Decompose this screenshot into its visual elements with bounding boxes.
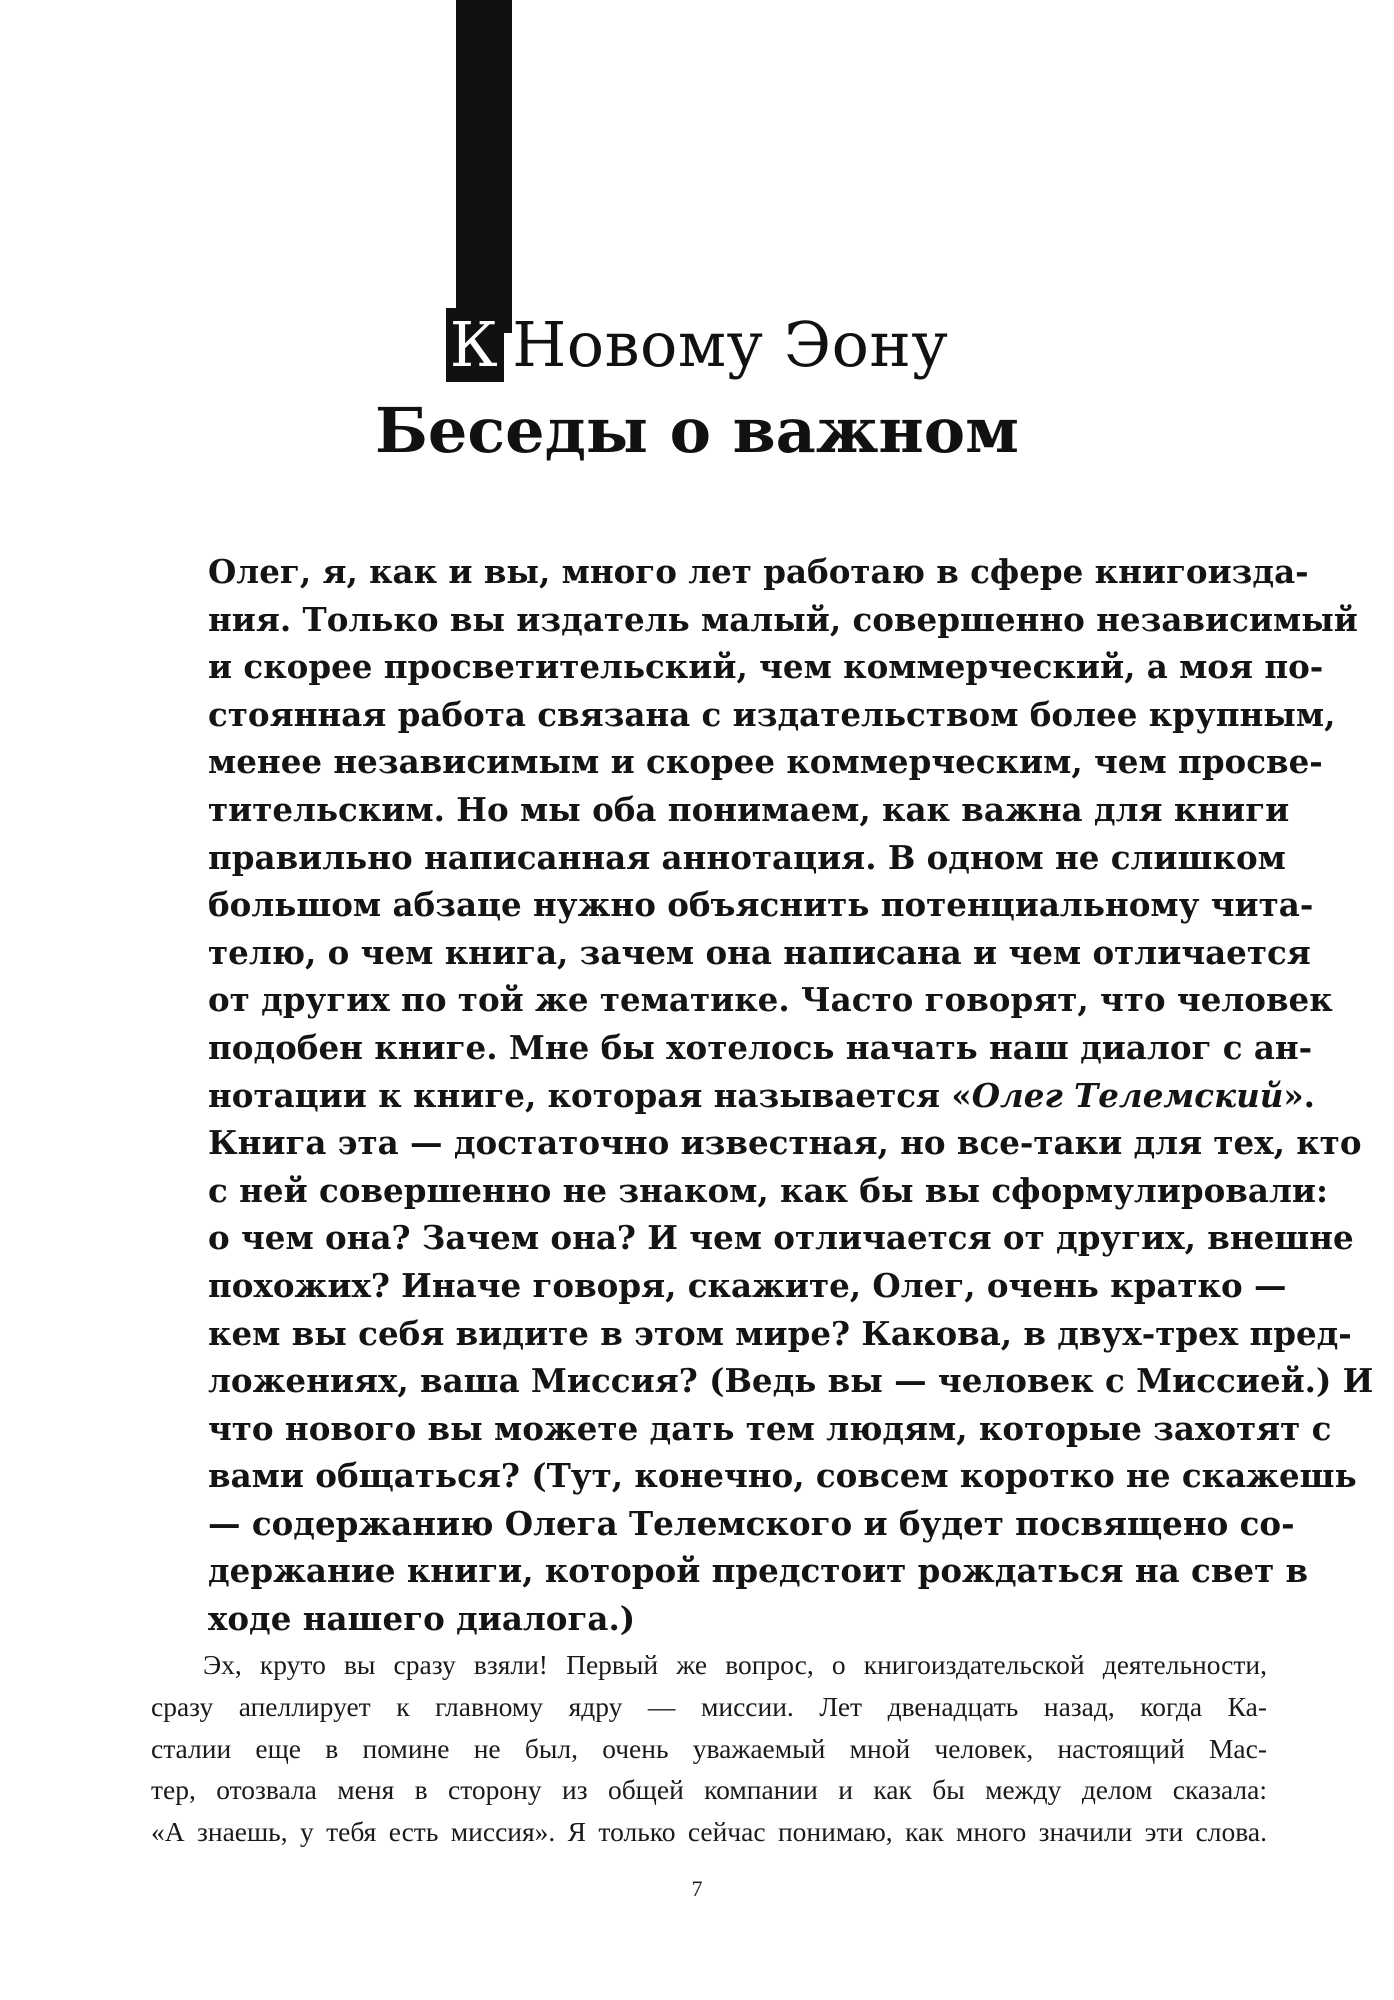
closing-quote: ». <box>1283 1075 1315 1115</box>
answer-line: сталии еще в помине не был, очень уважаемый мной человек, настоящий Мас- <box>151 1732 1267 1764</box>
answer-line: «А знаешь, у тебя есть миссия». Я только сейчас понимаю, как много значили эти слова. <box>151 1816 1267 1848</box>
question-line: что нового вы можете дать тем людям, которые захотят с <box>208 1408 1332 1448</box>
question-line: менее независимым и скорее коммерческим, чем просве- <box>208 742 1323 782</box>
answer-line: сразу апеллирует к главному ядру — миссии. Лет двенадцать назад, когда Ка- <box>151 1690 1267 1722</box>
question-line: большом абзаце нужно объяснить потенциальному чита- <box>208 885 1314 925</box>
question-line: с ней совершенно не знаком, как бы вы сформулировали: <box>208 1170 1328 1210</box>
interviewer-question <box>208 548 1374 1643</box>
title-initial-letter: К <box>446 308 504 382</box>
author-answer <box>151 1644 1267 1853</box>
decorative-vertical-bar <box>456 0 512 333</box>
question-line: Книга эта — достаточно известная, но все-таки для тех, кто <box>208 1123 1362 1163</box>
page-number: 7 <box>691 1876 703 1901</box>
question-line: телю, о чем книга, зачем она написана и чем отличается <box>208 932 1311 972</box>
question-line: ложениях, ваша Миссия? (Ведь вы — человек с Миссией.) И <box>208 1361 1374 1401</box>
chapter-title <box>200 302 1194 474</box>
question-line: вами общаться? (Тут, конечно, совсем коротко не скажешь <box>208 1456 1357 1496</box>
question-line: о чем она? Зачем она? И чем отличается от других, внешне <box>208 1218 1354 1258</box>
question-line: подобен книге. Мне бы хотелось начать наш диалог с ан- <box>208 1027 1313 1067</box>
question-line: ходе нашего диалога.) <box>208 1599 636 1639</box>
question-line: Олег, я, как и вы, много лет работаю в сфере книгоизда- <box>208 552 1309 591</box>
title-line-1-text: Новому Эону <box>512 308 949 381</box>
chapter-title-line-1 <box>200 302 1194 388</box>
question-line: тительским. Но мы оба понимаем, как важна для книги <box>208 789 1290 829</box>
answer-line: тер, отозвала меня в сторону из общей компании и как бы между делом сказала: <box>151 1774 1267 1806</box>
answer-line: Эх, круто вы сразу взяли! Первый же вопрос, о книгоиздательской деятельности, <box>203 1649 1267 1680</box>
chapter-title-line-2: Беседы о важном <box>374 394 1020 467</box>
question-line: держание книги, которой предстоит рождаться на свет в <box>208 1551 1309 1591</box>
book-title-italic: Олег Телемский <box>971 1075 1284 1115</box>
question-line: похожих? Иначе говоря, скажите, Олег, очень кратко — <box>208 1265 1287 1305</box>
question-line: кем вы себя видите в этом мире? Какова, в двух-трех пред- <box>208 1313 1352 1353</box>
question-line-text: нотации к книге, которая называется « <box>208 1075 972 1115</box>
question-line: от других по той же тематике. Часто говорят, что человек <box>208 980 1333 1020</box>
question-line-with-book-title <box>208 1072 1315 1120</box>
question-line: и скорее просветительский, чем коммерческий, а моя по- <box>208 647 1324 687</box>
question-line: — содержанию Олега Телемского и будет посвящено со- <box>208 1503 1295 1543</box>
question-line: правильно написанная аннотация. В одном не слишком <box>208 837 1286 877</box>
question-line: ния. Только вы издатель малый, совершенно независимый <box>208 599 1358 639</box>
question-line: стоянная работа связана с издательством более крупным, <box>208 694 1336 734</box>
